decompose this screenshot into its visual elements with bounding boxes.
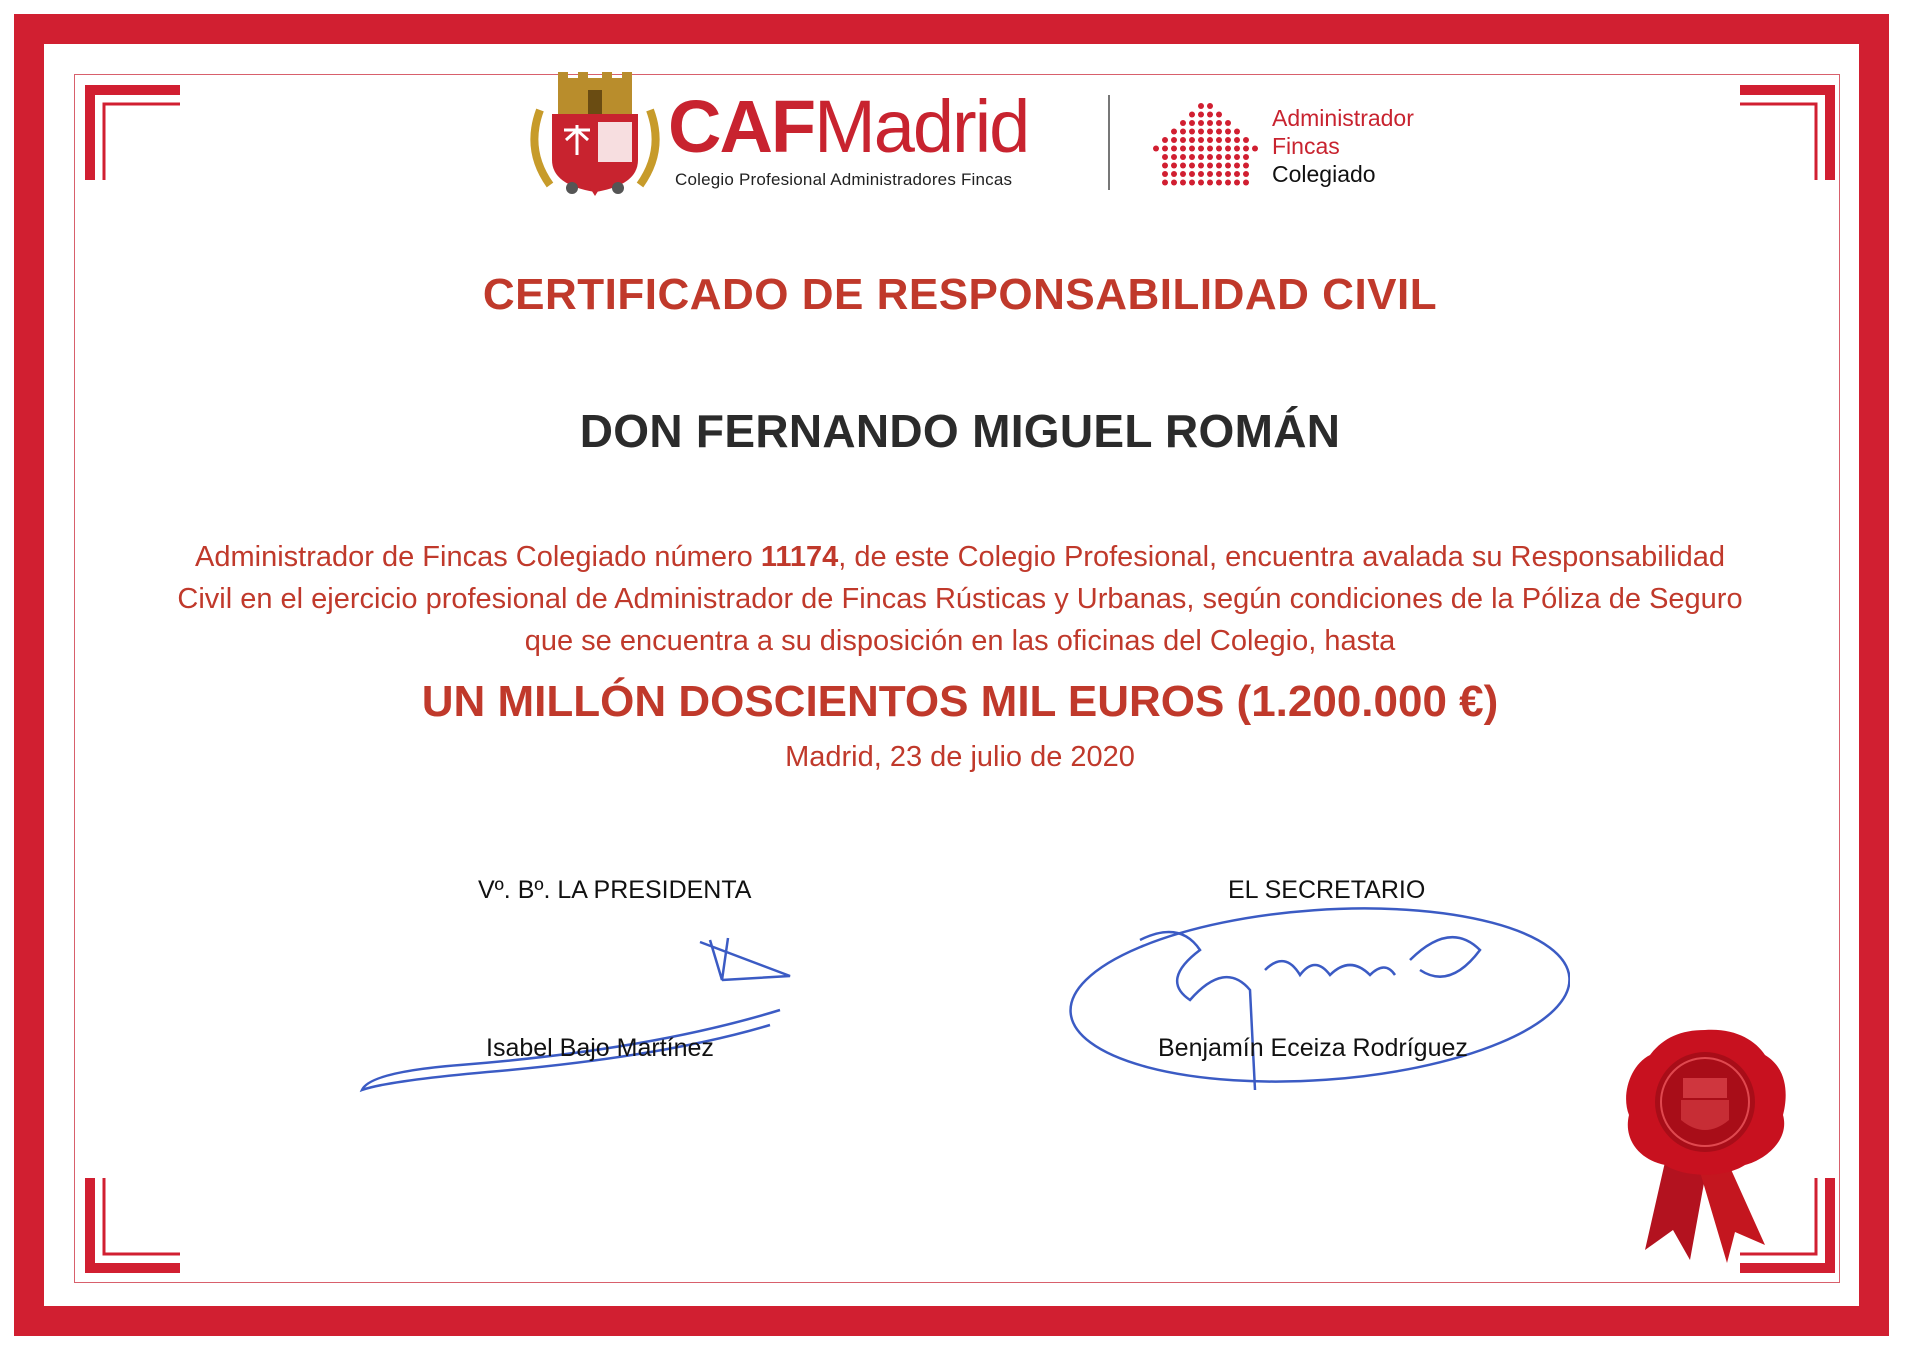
- house-dot: [1243, 171, 1249, 177]
- house-dot: [1171, 146, 1177, 152]
- house-dot: [1234, 154, 1240, 160]
- holder-name: DON FERNANDO MIGUEL ROMÁN: [579, 405, 1341, 457]
- left-signatory-name: Isabel Bajo Martínez: [486, 1034, 714, 1062]
- house-dot: [1216, 180, 1222, 186]
- house-dot: [1243, 137, 1249, 143]
- house-dot: [1243, 163, 1249, 169]
- right-signatory-name: Benjamín Eceiza Rodríguez: [1158, 1034, 1468, 1062]
- house-dot: [1180, 146, 1186, 152]
- left-handwritten-signature: [350, 930, 800, 1100]
- caf-wordmark-light: Madrid: [814, 85, 1029, 168]
- house-dot: [1207, 180, 1213, 186]
- certificate-body: [170, 536, 1750, 662]
- house-dot: [1198, 163, 1204, 169]
- house-dot: [1207, 146, 1213, 152]
- house-dot: [1189, 112, 1195, 118]
- house-dot: [1189, 154, 1195, 160]
- house-dot: [1216, 163, 1222, 169]
- house-dot: [1234, 171, 1240, 177]
- afc-logo-text: [1272, 104, 1414, 188]
- house-dot: [1162, 163, 1168, 169]
- house-dot: [1171, 163, 1177, 169]
- house-dot: [1189, 129, 1195, 135]
- house-dot: [1225, 171, 1231, 177]
- house-dot: [1171, 137, 1177, 143]
- house-dot: [1207, 163, 1213, 169]
- house-dot: [1225, 129, 1231, 135]
- house-dot: [1162, 154, 1168, 160]
- corner-ornament-bottom-left: [70, 1168, 190, 1288]
- house-dot: [1180, 137, 1186, 143]
- house-dot: [1234, 163, 1240, 169]
- house-dot: [1207, 154, 1213, 160]
- left-signatory-role: Vº. Bº. LA PRESIDENTA: [478, 876, 752, 904]
- caf-tagline: Colegio Profesional Administradores Fincas: [675, 170, 1013, 189]
- house-dot: [1225, 154, 1231, 160]
- place-date: Madrid, 23 de julio de 2020: [785, 741, 1135, 773]
- house-dot: [1171, 129, 1177, 135]
- house-dot: [1234, 180, 1240, 186]
- house-dot: [1180, 171, 1186, 177]
- house-dot: [1216, 137, 1222, 143]
- house-dot: [1198, 180, 1204, 186]
- member-number: 11174: [760, 541, 839, 573]
- logo-divider: [1108, 95, 1110, 190]
- crest-icon: [520, 70, 670, 200]
- house-dot: [1252, 146, 1258, 152]
- house-dot: [1180, 154, 1186, 160]
- house-dot: [1243, 146, 1249, 152]
- house-dot: [1162, 180, 1168, 186]
- house-dot: [1225, 120, 1231, 126]
- house-dot: [1180, 129, 1186, 135]
- house-dot: [1234, 146, 1240, 152]
- house-dot: [1207, 171, 1213, 177]
- house-dot: [1207, 120, 1213, 126]
- house-dot: [1243, 154, 1249, 160]
- house-dot: [1162, 171, 1168, 177]
- house-dot: [1198, 129, 1204, 135]
- coverage-amount: UN MILLÓN DOSCIENTOS MIL EUROS (1.200.000 €): [421, 677, 1499, 726]
- house-dot: [1180, 163, 1186, 169]
- house-dot: [1189, 180, 1195, 186]
- wax-seal-icon: [1615, 1020, 1795, 1265]
- body-suffix: , de este Colegio Profesional, encuentra avalada su Responsabilidad Civil en el ejercicio profesional de Administrador de Fincas Rústicas y Urbanas, según condiciones de la Póliza de Seguro que se encuentra a su disposición en las oficinas del Colegio, hasta: [177, 541, 1743, 657]
- house-dot: [1180, 120, 1186, 126]
- house-dot: [1189, 137, 1195, 143]
- house-dot: [1225, 180, 1231, 186]
- house-dot: [1216, 120, 1222, 126]
- house-dot: [1207, 103, 1213, 109]
- right-signatory-role: EL SECRETARIO: [1228, 876, 1426, 904]
- house-dot: [1225, 146, 1231, 152]
- house-dot: [1171, 180, 1177, 186]
- right-handwritten-signature: [1050, 880, 1570, 1100]
- house-dot: [1189, 120, 1195, 126]
- house-dot: [1189, 163, 1195, 169]
- corner-ornament-top-right: [1730, 70, 1850, 190]
- house-dot: [1198, 112, 1204, 118]
- house-dot: [1198, 120, 1204, 126]
- afc-line-1: Administrador: [1272, 105, 1414, 131]
- afc-line-2: Fincas: [1272, 133, 1340, 159]
- house-dot: [1216, 146, 1222, 152]
- house-dot: [1198, 137, 1204, 143]
- dotted-house-icon: [1150, 100, 1260, 190]
- afc-line-3: Colegiado: [1272, 161, 1376, 187]
- house-dot: [1207, 129, 1213, 135]
- house-dot: [1225, 163, 1231, 169]
- house-dot: [1216, 171, 1222, 177]
- house-dot: [1189, 146, 1195, 152]
- corner-ornament-top-left: [70, 70, 190, 190]
- house-dot: [1189, 171, 1195, 177]
- body-prefix: Administrador de Fincas Colegiado número: [195, 541, 761, 573]
- house-dot: [1216, 154, 1222, 160]
- house-dot: [1198, 171, 1204, 177]
- house-dot: [1162, 137, 1168, 143]
- house-dot: [1198, 154, 1204, 160]
- house-dot: [1162, 146, 1168, 152]
- house-dot: [1207, 137, 1213, 143]
- certificate-title: CERTIFICADO DE RESPONSABILIDAD CIVIL: [482, 270, 1438, 319]
- caf-wordmark: [668, 85, 1029, 168]
- house-dot: [1234, 137, 1240, 143]
- house-dot: [1216, 112, 1222, 118]
- house-dot: [1216, 129, 1222, 135]
- house-dot: [1234, 129, 1240, 135]
- house-dot: [1171, 154, 1177, 160]
- caf-wordmark-bold: CAF: [668, 85, 815, 168]
- house-dot: [1180, 180, 1186, 186]
- house-dot: [1198, 146, 1204, 152]
- house-dot: [1225, 137, 1231, 143]
- house-dot: [1171, 171, 1177, 177]
- afc-logo: [1150, 100, 1470, 200]
- house-dot: [1153, 146, 1159, 152]
- house-dot: [1198, 103, 1204, 109]
- house-dot: [1243, 180, 1249, 186]
- house-dot: [1207, 112, 1213, 118]
